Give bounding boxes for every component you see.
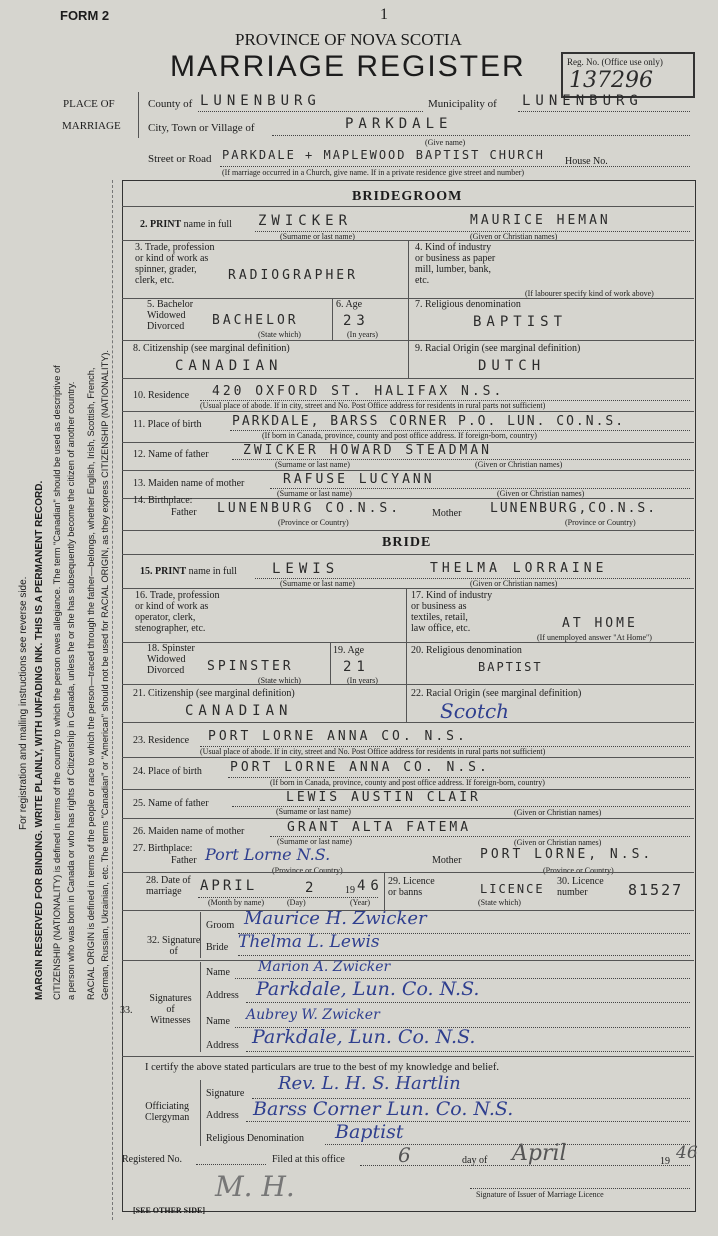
rule — [384, 872, 385, 910]
f18-line: Divorced — [147, 665, 185, 676]
bride-father: LEWIS AUSTIN CLAIR — [286, 790, 481, 805]
f20-label: 20. Religious denomination — [411, 645, 522, 656]
groom-residence: 420 OXFORD ST. HALIFAX N.S. — [212, 384, 505, 399]
w2-address: Parkdale, Lun. Co. N.S. — [252, 1026, 476, 1048]
county-line — [198, 111, 423, 112]
clergy-address-label: Address — [206, 1110, 239, 1121]
f30-label — [557, 876, 604, 898]
filed-label: Filed at this office — [272, 1154, 345, 1165]
f13-note-given: (Given or Christian names) — [497, 489, 585, 498]
f4-line: etc. — [415, 275, 430, 286]
street-label: Street or Road — [148, 153, 212, 165]
registrar-initials: M. H. — [215, 1170, 295, 1203]
w1-name-label: Name — [206, 967, 230, 978]
bride-surname: LEWIS — [272, 561, 340, 577]
f27-prov-note-mother: (Province or Country) — [543, 866, 614, 875]
year-note: (Year) — [350, 898, 371, 907]
line — [246, 1121, 690, 1122]
street-value: PARKDALE + MAPLEWOOD BAPTIST CHURCH — [222, 148, 545, 162]
groom-father-birthplace: LUNENBURG CO.N.S. — [217, 501, 402, 516]
f15-label-print: 15. PRINT — [140, 566, 187, 577]
bride-given: THELMA LORRAINE — [430, 561, 608, 576]
registered-label: Registered No. — [122, 1154, 182, 1165]
rule — [122, 757, 694, 758]
f5-line: Divorced — [147, 321, 185, 332]
groom-trade: RADIOGRAPHER — [228, 268, 358, 283]
witness-line: Witnesses — [150, 1015, 191, 1026]
groom-given: MAURICE HEMAN — [470, 213, 611, 228]
groom-birthplace: PARKDALE, BARSS CORNER P.O. LUN. CO.N.S. — [232, 414, 626, 429]
f17-line: textiles, retail, — [411, 612, 468, 623]
f29-line: 29. Licence — [388, 876, 435, 887]
f24-note: (If born in Canada, province, county and post office address. If foreign-born, country) — [270, 778, 545, 787]
w1-name: Marion A. Zwicker — [258, 959, 391, 975]
filed-month: April — [512, 1141, 567, 1166]
f2-label-rest: name in full — [181, 219, 232, 230]
clergy-signature-label: Signature — [206, 1088, 245, 1099]
margin-racial-def-2: German, Russian, Ukrainian, etc. The terms "Canadian" or "American" should not be used for RACIAL ORIGIN, as they express CITIZENSHIP (NATIONALITY). — [100, 350, 110, 1000]
f9-label: 9. Racial Origin (see marginal definition) — [415, 343, 581, 354]
rule — [122, 378, 694, 379]
f2-label-print: 2. PRINT — [140, 219, 182, 230]
f3-line: or kind of work as — [135, 253, 209, 264]
rule — [330, 642, 331, 684]
witness-label — [143, 993, 198, 1026]
bride-birthplace: PORT LORNE ANNA CO. N.S. — [230, 760, 490, 775]
f33-label: 33. — [120, 1005, 133, 1016]
bride-label: Bride — [206, 942, 229, 953]
rule — [122, 818, 694, 819]
rule — [122, 206, 694, 207]
f7-label: 7. Religious denomination — [415, 299, 521, 310]
rule — [406, 684, 407, 722]
marriage-year: 46 — [357, 878, 384, 894]
f25-note-given: (Given or Christian names) — [514, 808, 602, 817]
line — [360, 1165, 690, 1166]
f11-label: 11. Place of birth — [133, 419, 202, 430]
groom-citizenship: CANADIAN — [175, 358, 283, 374]
rule — [200, 962, 201, 1052]
rule — [122, 684, 694, 685]
line — [238, 955, 690, 956]
bride-citizenship: CANADIAN — [185, 703, 293, 719]
f14-label: 14. Birthplace: — [133, 495, 193, 506]
reg-no-value: 137296 — [569, 68, 653, 93]
f3-label — [135, 242, 214, 286]
rule — [406, 642, 407, 684]
bride-racial: Scotch — [440, 699, 510, 723]
bride-age-note: (In years) — [347, 676, 378, 685]
f28-line: 28. Date of — [146, 875, 191, 886]
officiating-label — [145, 1101, 189, 1123]
bride-residence: PORT LORNE ANNA CO. N.S. — [208, 729, 468, 744]
f16-line: stenographer, etc. — [135, 623, 206, 634]
f5-line: 5. Bachelor — [147, 299, 194, 310]
f4-line: mill, lumber, bank, — [415, 264, 491, 275]
f17-line: 17. Kind of industry — [411, 590, 493, 601]
clergy-denomination: Baptist — [335, 1121, 404, 1143]
groom-signature: Maurice H. Zwicker — [244, 908, 427, 929]
f17-line: law office, etc. — [411, 623, 471, 634]
f27-label: 27. Birthplace: — [133, 843, 193, 854]
licence-number: 81527 — [628, 881, 684, 899]
f17-line: or business as — [411, 601, 467, 612]
f12-note-surname: (Surname or last name) — [275, 460, 350, 469]
f8-label: 8. Citizenship (see marginal definition) — [133, 343, 290, 354]
day-of-label: day of — [462, 1155, 488, 1166]
f12-note-given: (Given or Christian names) — [475, 460, 563, 469]
status-note: (State which) — [258, 330, 301, 339]
filed-year: 46 — [676, 1143, 698, 1163]
f10-label: 10. Residence — [133, 390, 190, 401]
f25-label: 25. Name of father — [133, 798, 209, 809]
line — [470, 1188, 690, 1189]
f16-line: 16. Trade, profession — [135, 590, 220, 601]
rule — [122, 1056, 694, 1057]
clergy-signature: Rev. L. H. S. Hartlin — [278, 1073, 461, 1094]
bride-signature: Thelma L. Lewis — [238, 932, 380, 952]
prov-note-father: (Province or Country) — [278, 518, 349, 527]
groom-status: BACHELOR — [212, 313, 299, 328]
licence-or-banns: LICENCE — [480, 882, 545, 896]
f18-label — [147, 643, 195, 676]
filed-day: 6 — [398, 1143, 411, 1167]
f10-note: (Usual place of abode. If in city, street and No. Post Office address for residents in rural parts not sufficient) — [200, 401, 546, 410]
bride-surname-note: (Surname or last name) — [280, 579, 355, 588]
page-mark: 1 — [380, 6, 388, 23]
margin-binding-notice: MARGIN RESERVED FOR BINDING. WRITE PLAINLY, WITH UNFADING INK. THIS IS A PERMANENT RECORD. — [34, 480, 45, 1000]
rule — [122, 642, 694, 643]
f27-prov-note-father: (Province or Country) — [272, 866, 343, 875]
f12-label: 12. Name of father — [133, 449, 209, 460]
rule — [122, 470, 694, 471]
f26-label: 26. Maiden name of mother — [133, 826, 245, 837]
margin-citizenship-def: CITIZENSHIP (NATIONALITY) is defined in terms of the country to which the person owes allegiance. The term "Canadian" should be used as descriptive of — [52, 365, 62, 1000]
house-no-label: House No. — [565, 156, 608, 167]
bride-status: SPINSTER — [207, 659, 294, 674]
witness-line: Signatures — [149, 993, 192, 1004]
prov-note-mother: (Province or Country) — [565, 518, 636, 527]
rule — [332, 298, 333, 340]
street-line — [220, 166, 690, 167]
f3-line: clerk, etc. — [135, 275, 175, 286]
place-of-label: PLACE OF — [63, 98, 115, 110]
line — [196, 1164, 266, 1165]
month-note: (Month by name) — [208, 898, 264, 907]
f27-mother-label: Mother — [432, 855, 462, 866]
city-value: PARKDALE — [345, 116, 453, 132]
rule — [408, 340, 409, 378]
f3-line: 3. Trade, profession — [135, 242, 215, 253]
marriage-day: 2 — [305, 880, 319, 896]
groom-label: Groom — [206, 920, 235, 931]
rule — [408, 298, 409, 340]
county-value: LUNENBURG — [200, 93, 321, 109]
f26-note-surname: (Surname or last name) — [277, 837, 352, 846]
f13-label: 13. Maiden name of mother — [133, 478, 245, 489]
groom-mother-birthplace: LUNENBURG,CO.N.S. — [490, 501, 658, 516]
rule — [122, 498, 694, 499]
give-name-note: (Give name) — [425, 138, 466, 147]
f4-note: (If labourer specify kind of work above) — [525, 289, 654, 298]
issuer-note: Signature of Issuer of Marriage Licence — [476, 1190, 604, 1199]
f28-label — [146, 875, 191, 897]
bride-mother-birthplace: PORT LORNE, N.S. — [480, 847, 654, 862]
groom-surname: ZWICKER — [258, 213, 353, 229]
f21-label: 21. Citizenship (see marginal definition) — [133, 688, 295, 699]
rule — [406, 588, 407, 642]
municipality-value: LUNENBURG — [522, 93, 643, 109]
groom-mother: RAFUSE LUCYANN — [283, 472, 435, 487]
bride-father-birthplace: Port Lorne N.S. — [205, 845, 331, 864]
f30-line: 30. Licence — [557, 876, 604, 887]
marriage-year-prefix: 19 — [345, 885, 355, 896]
w2-name: Aubrey W. Zwicker — [246, 1007, 380, 1023]
f15-label — [140, 566, 237, 577]
groom-racial: DUTCH — [478, 358, 546, 374]
province-title: PROVINCE OF NOVA SCOTIA — [235, 30, 462, 49]
margin-citizenship-def-2: a person who was born in Canada or who has rights of Citizenship in Canada, unless he or she has subsequently become the citizen of another country. — [66, 381, 76, 1000]
municipality-line — [518, 111, 690, 112]
margin-racial-def: RACIAL ORIGIN is defined in terms of the people or race to which the person—traced through the father—belongs, whether English, Irish, Scottish, French, — [86, 367, 96, 1000]
groom-age: 23 — [343, 313, 370, 329]
bride-age: 21 — [343, 659, 370, 675]
f27-father-label: Father — [171, 855, 197, 866]
city-label: City, Town or Village of — [148, 122, 255, 134]
clergy-address: Barss Corner Lun. Co. N.S. — [253, 1098, 514, 1120]
witness-line: of — [166, 1004, 175, 1015]
f22-label: 22. Racial Origin (see marginal definition) — [411, 688, 582, 699]
f5-line: Widowed — [147, 310, 186, 321]
f29-line: or banns — [388, 887, 423, 898]
day-note: (Day) — [287, 898, 306, 907]
officiating-line: Clergyman — [145, 1112, 190, 1123]
municipality-label: Municipality of — [428, 98, 497, 110]
f4-line: or business as paper — [415, 253, 496, 264]
bride-mother: GRANT ALTA FATEMA — [287, 820, 472, 835]
place-bracket — [138, 92, 139, 138]
marriage-month: APRIL — [200, 878, 258, 894]
f18-line: 18. Spinster — [147, 643, 195, 654]
certify-statement: I certify the above stated particulars are true to the best of my knowledge and belief. — [145, 1062, 499, 1073]
reg-no-box — [561, 52, 695, 98]
f25-note-surname: (Surname or last name) — [276, 807, 351, 816]
f4-line: 4. Kind of industry — [415, 242, 492, 253]
age-note: (In years) — [347, 330, 378, 339]
rule — [122, 722, 694, 723]
f16-label — [135, 590, 219, 634]
line — [325, 1144, 690, 1145]
form-label: FORM 2 — [60, 8, 110, 23]
rule — [122, 588, 694, 589]
rule — [200, 1080, 201, 1146]
officiating-line: Officiating — [145, 1101, 189, 1112]
f2-label — [140, 219, 232, 230]
rule — [122, 530, 694, 531]
marriage-label: MARRIAGE — [62, 120, 121, 132]
groom-given-note: (Given or Christian names) — [470, 232, 558, 241]
rule — [200, 912, 201, 958]
f6-label: 6. Age — [336, 299, 363, 310]
margin-instructions: For registration and mailing instructions see reverse side. — [18, 576, 29, 830]
f17-note: (If unemployed answer "At Home") — [537, 633, 652, 642]
rule — [408, 240, 409, 298]
bride-heading: BRIDE — [382, 535, 432, 550]
city-line — [272, 135, 690, 136]
f23-note: (Usual place of abode. If in city, street and No. Post Office address for residents in rural parts not sufficient) — [200, 747, 546, 756]
f15-label-rest: name in full — [186, 566, 237, 577]
line — [246, 1002, 690, 1003]
f32-line: 32. Signature — [147, 935, 201, 946]
county-label: County of — [148, 98, 193, 110]
street-note: (If marriage occurred in a Church, give name. If in a private residence give street and number) — [222, 168, 525, 177]
f28-line: marriage — [146, 886, 182, 897]
rule — [122, 411, 694, 412]
margin-divider — [112, 180, 113, 1220]
denomination-label: Religious Denomination — [206, 1133, 305, 1144]
bride-industry: AT HOME — [562, 616, 638, 631]
groom-religion: BAPTIST — [473, 314, 568, 330]
f32-line: of — [169, 946, 178, 957]
f17-label — [411, 590, 492, 634]
f29-note: (State which) — [478, 898, 521, 907]
f18-line: Widowed — [147, 654, 186, 665]
bride-given-note: (Given or Christian names) — [470, 579, 558, 588]
f32-label — [147, 935, 200, 957]
f13-note-surname: (Surname or last name) — [277, 489, 352, 498]
f4-label — [415, 242, 495, 286]
bride-religion: BAPTIST — [478, 660, 543, 674]
groom-surname-note: (Surname or last name) — [280, 232, 355, 241]
line — [246, 1051, 690, 1052]
w2-address-label: Address — [206, 1040, 239, 1051]
w2-name-label: Name — [206, 1016, 230, 1027]
bridegroom-heading: BRIDEGROOM — [352, 189, 463, 204]
w1-address-label: Address — [206, 990, 239, 1001]
filed-year-prefix: 19 — [660, 1156, 670, 1167]
rule — [122, 960, 694, 961]
f16-line: or kind of work as — [135, 601, 209, 612]
f16-line: operator, clerk, — [135, 612, 196, 623]
rule — [122, 872, 694, 873]
f5-label — [147, 299, 193, 332]
f29-label — [388, 876, 435, 898]
rule — [122, 554, 694, 555]
f11-note: (If born in Canada, province, county and post office address. If foreign-born, country) — [262, 431, 537, 440]
f30-line: number — [557, 887, 588, 898]
groom-father: ZWICKER HOWARD STEADMAN — [243, 443, 493, 458]
f3-line: spinner, grader, — [135, 264, 197, 275]
f23-label: 23. Residence — [133, 735, 190, 746]
bride-status-note: (State which) — [258, 676, 301, 685]
see-other-side: [SEE OTHER SIDE] — [133, 1206, 206, 1215]
f19-label: 19. Age — [333, 645, 365, 656]
f26-note-given: (Given or Christian names) — [514, 838, 602, 847]
f24-label: 24. Place of birth — [133, 766, 202, 777]
f14-mother-label: Mother — [432, 508, 462, 519]
f14-father-label: Father — [171, 507, 197, 518]
reg-no-label: Reg. No. (Office use only) — [567, 57, 663, 67]
page-title: MARRIAGE REGISTER — [170, 50, 526, 83]
w1-address: Parkdale, Lun. Co. N.S. — [256, 978, 480, 1000]
